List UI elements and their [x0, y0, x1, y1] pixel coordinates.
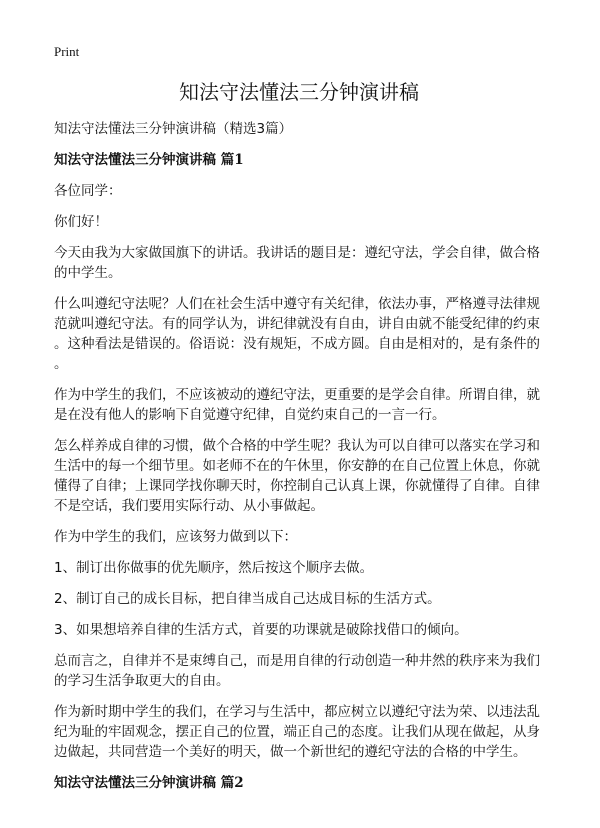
paragraph: [54, 589, 554, 609]
paragraph-line: 各位同学：: [54, 183, 122, 199]
paragraph-line: 今天由我为大家做国旗下的讲话。我讲话的题目是：遵纪守法，学会自律，做合格: [54, 245, 540, 261]
paragraph-line: 是在没有他人的影响下自觉遵守纪律，自觉约束自己的一言一行。: [54, 407, 446, 423]
paragraph-line: 作为中学生的我们，应该努力做到以下：: [54, 529, 297, 545]
paragraph-line: 纪为耻的牢固观念，摆正自己的位置，端正自己的态度。让我们从现在做起，从身: [54, 724, 540, 740]
paragraph: [54, 436, 554, 516]
paragraph: [54, 212, 554, 232]
paragraph: [54, 702, 554, 762]
paragraph: [54, 527, 554, 547]
paragraph-line: 范就叫遵纪守法。有的同学认为，讲纪律就没有自由，讲自由就不能受纪律的约束: [54, 316, 540, 332]
document-title: 知法守法懂法三分钟演讲稿: [179, 80, 419, 104]
section-heading-2: 知法守法懂法三分钟演讲稿 篇2: [54, 775, 244, 791]
paragraph-line: 生活中的每一个细节里。如老师不在的午休里，你安静的在自己位置上休息，你就: [54, 458, 540, 474]
paragraph-line: 怎么样养成自律的习惯，做个合格的中学生呢？我认为可以自律可以落实在学习和: [54, 438, 540, 454]
paragraph-line: 作为新时期中学生的我们，在学习与生活中，都应树立以遵纪守法为荣、以违法乱: [54, 704, 540, 720]
print-label[interactable]: Print: [54, 44, 80, 59]
paragraph-line: 你们好！: [54, 214, 108, 230]
paragraph-line: 边做起，共同营造一个美好的明天，做一个新世纪的遵纪守法的合格的中学生。: [54, 744, 527, 760]
document-page: [54, 44, 554, 804]
paragraph: [54, 558, 554, 578]
paragraph-line: 作为中学生的我们，不应该被动的遵纪守法，更重要的是学会自律。所谓自律，就: [54, 387, 540, 403]
paragraph-line: 3、如果想培养自律的生活方式，首要的功课就是破除找借口的倾向。: [54, 622, 468, 638]
paragraph: [54, 243, 554, 283]
paragraph: [54, 385, 554, 425]
paragraph-line: 2、制订自己的成长目标，把自律当成自己达成目标的生活方式。: [54, 591, 441, 607]
paragraph-line: 1、制订出你做事的优先顺序，然后按这个顺序去做。: [54, 560, 374, 576]
paragraph: [54, 181, 554, 201]
section-heading-1: 知法守法懂法三分钟演讲稿 篇1: [54, 152, 244, 168]
paragraph-line: 总而言之，自律并不是束缚自己，而是用自律的行动创造一种井然的秩序来为我们: [54, 653, 540, 669]
paragraph: [54, 620, 554, 640]
paragraph-line: 什么叫遵纪守法呢？人们在社会生活中遵守有关纪律，依法办事，严格遵寻法律规: [54, 296, 540, 312]
paragraph: [54, 294, 554, 374]
paragraph-line: 不是空话，我们要用实际行动、从小事做起。: [54, 498, 324, 514]
paragraph-line: 的学习生活争取更大的自由。: [54, 673, 230, 689]
section-1-body: [54, 181, 554, 762]
paragraph-line: 懂得了自律；上课同学找你聊天时，你控制自己认真上课，你就懂得了自律。自律: [54, 478, 540, 494]
subtitle: 知法守法懂法三分钟演讲稿（精选3篇）: [54, 121, 293, 137]
paragraph: [54, 651, 554, 691]
paragraph-line: 的中学生。: [54, 265, 122, 281]
paragraph-line: 。: [54, 356, 68, 372]
paragraph-line: 。这种看法是错误的。俗语说：没有规矩，不成方圆。自由是相对的，是有条件的: [54, 336, 540, 352]
